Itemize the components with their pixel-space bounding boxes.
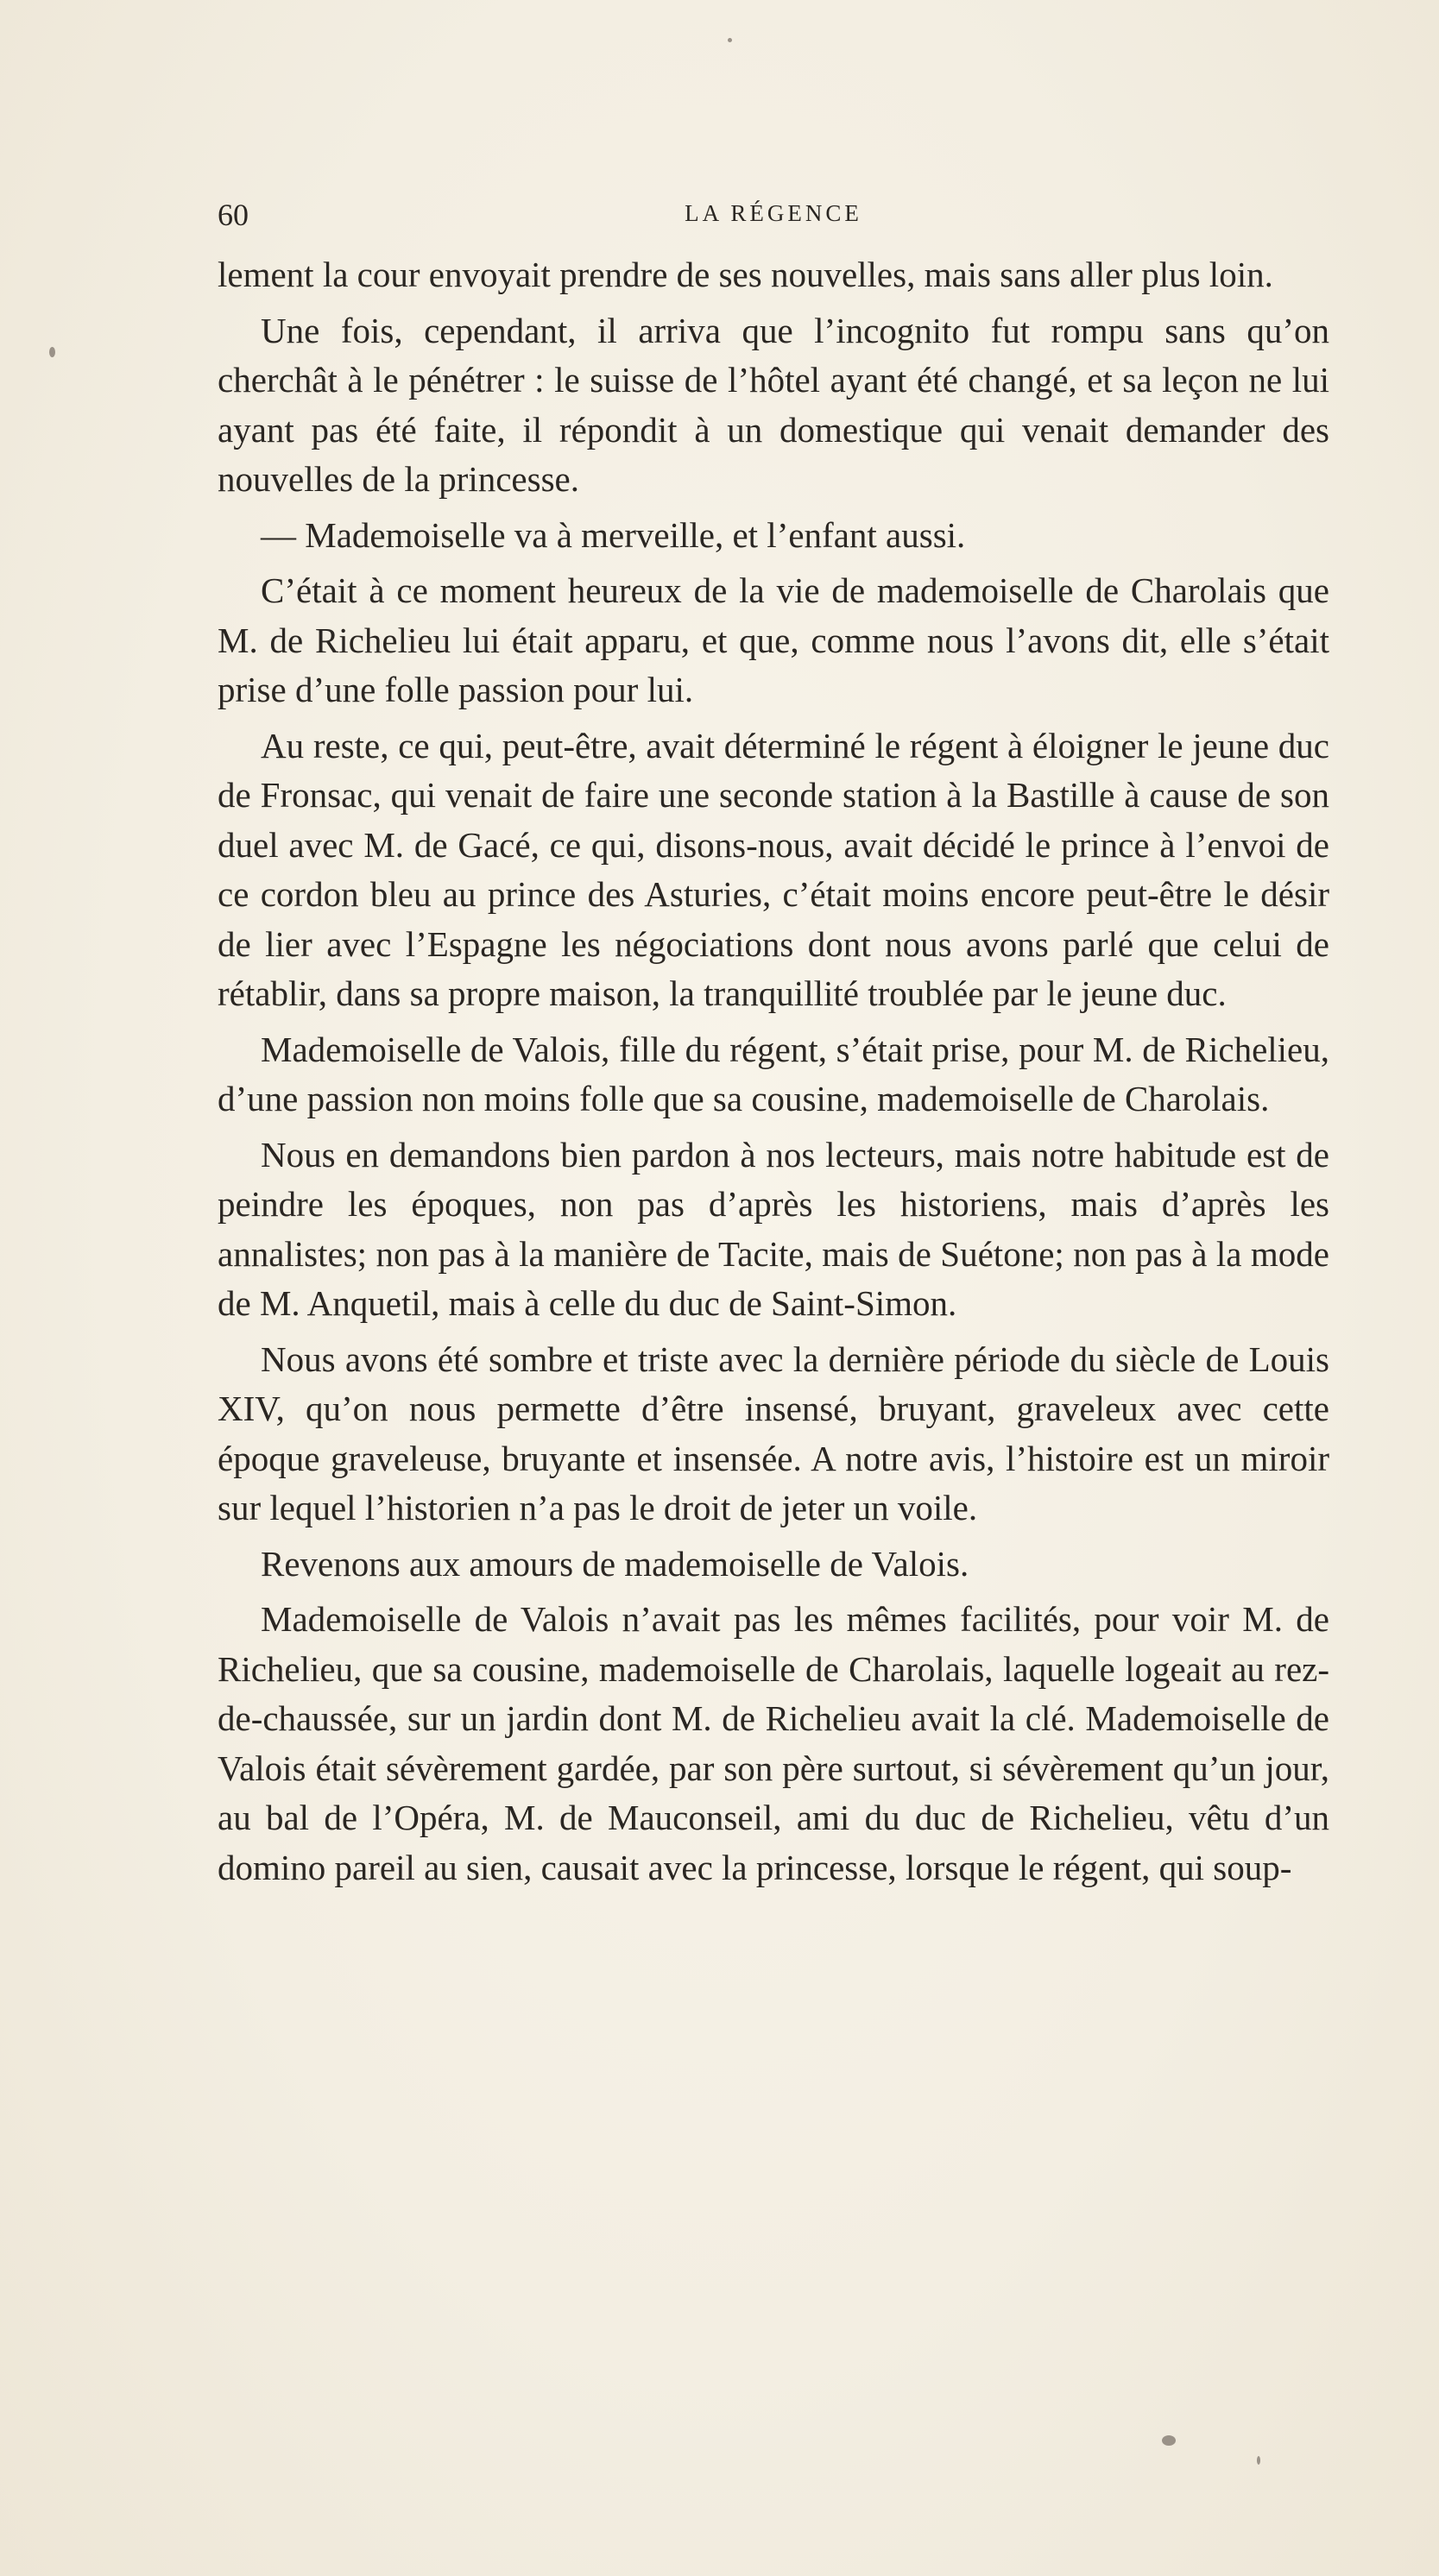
running-head <box>218 197 1329 231</box>
paper-speck <box>728 38 732 42</box>
paper-speck <box>1257 2456 1260 2465</box>
body-text <box>218 250 1329 1899</box>
paragraph: C’était à ce moment heureux de la vie de mademoiselle de Charolais que M. de Richelieu lui était apparu, et que, comme nous l’avons dit, elle s’était prise d’une folle passion pour lui. <box>218 570 1329 709</box>
paragraph: Revenons aux amours de mademoiselle de Valois. <box>261 1543 969 1584</box>
running-title: LA RÉGENCE <box>685 200 862 226</box>
paper-speck <box>49 347 55 357</box>
paragraph: — Mademoiselle va à merveille, et l’enfant aussi. <box>261 514 966 555</box>
page-number: 60 <box>218 198 249 232</box>
paragraph: Nous en demandons bien pardon à nos lecteurs, mais notre habitude est de peindre les époques, non pas d’après les historiens, mais d’après les annalistes; non pas à la manière de Tacite, mais de Suétone; non pas à la mode de M. Anquetil, mais à celle du duc de Saint-Simon. <box>218 1134 1329 1323</box>
paragraph: lement la cour envoyait prendre de ses nouvelles, mais sans aller plus loin. <box>218 255 1273 294</box>
paper-speck <box>1162 2435 1176 2446</box>
paragraph: Nous avons été sombre et triste avec la dernière période du siècle de Louis XIV, qu’on nous permette d’être insensé, bruyant, graveleux avec cette époque graveleuse, bruyante et insensée. A notre avis, l’histoire est un miroir sur lequel l’historien n’a pas le droit de jeter un voile. <box>218 1338 1329 1527</box>
paragraph: Au reste, ce qui, peut-être, avait déterminé le régent à éloigner le jeune duc de Fronsac, qui venait de faire une seconde station à la Bastille à cause de son duel avec M. de Gacé, ce qui, disons-nous, avait décidé le prince à l’envoi de ce cordon bleu au prince des Asturies, c’était moins encore peut-être le désir de lier avec l’Espagne les négociations dont nous avons parlé que celui de rétablir, dans sa propre maison, la tranquillité troublée par le jeune duc. <box>218 725 1329 1013</box>
paragraph: Mademoiselle de Valois, fille du régent, s’était prise, pour M. de Richelieu, d’une passion non moins folle que sa cousine, mademoiselle de Charolais. <box>218 1029 1329 1118</box>
paragraph: Une fois, cependant, il arriva que l’incognito fut rompu sans qu’on cherchât à le pénétrer : le suisse de l’hôtel ayant été changé, et sa leçon ne lui ayant pas été faite, il répondit à un domestique qui venait demander des nouvelles de la princesse. <box>218 310 1329 499</box>
paragraph: Mademoiselle de Valois n’avait pas les mêmes facilités, pour voir M. de Richelieu, que sa cousine, mademoiselle de Charolais, laquelle logeait au rez-de-chaussée, sur un jardin dont M. de Richelieu avait la clé. Mademoiselle de Valois était sévèrement gardée, par son père surtout, si sévèrement qu’un jour, au bal de l’Opéra, M. de Mauconseil, ami du duc de Richelieu, vêtu d’un domino pareil au sien, causait avec la princesse, lorsque le régent, qui soup- <box>218 1599 1329 1887</box>
